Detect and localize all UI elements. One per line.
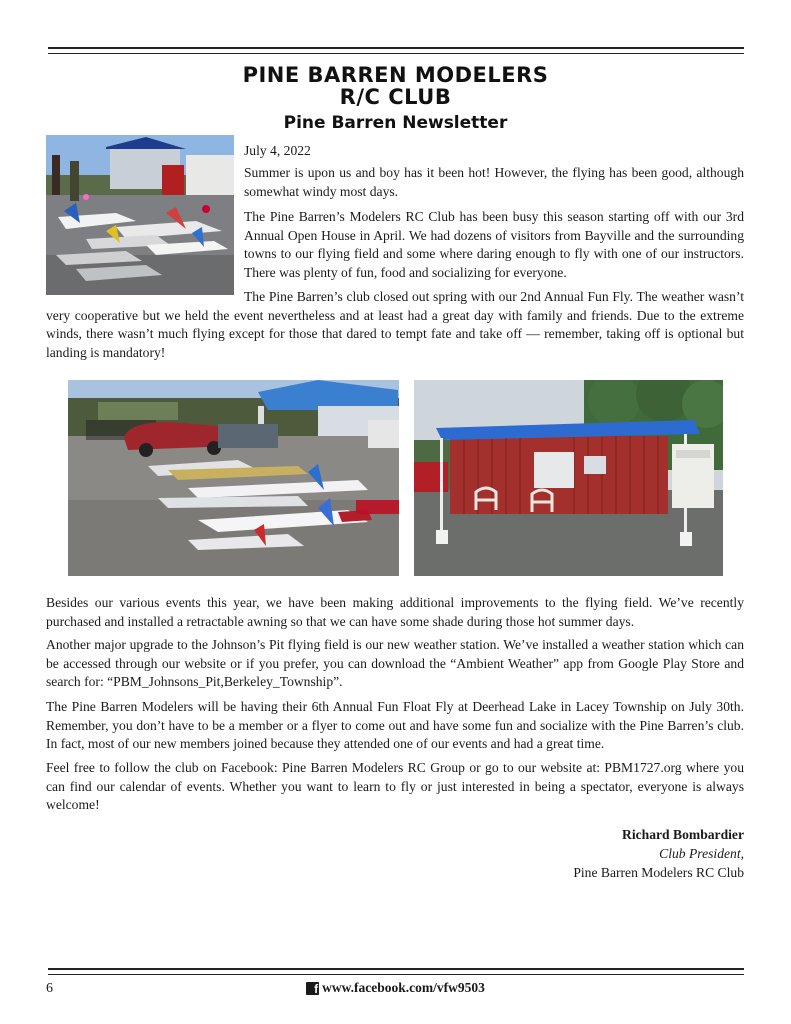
footer-facebook (0, 980, 791, 996)
signature-role: Club President, (659, 846, 744, 861)
paragraph-awning: Besides our various events this year, we have been making additional improvements to the flying field. We’ve recently purchased and installed a retractable awning so that we can have some shade during those hot summer days. (46, 595, 744, 629)
paragraph-weather-station: Another major upgrade to the Johnson’s Pit flying field is our new weather station. We’ve installed a weather station which can be accessed through our website or if you prefer, you can download the “Ambient Weather” app from Google Play Store and search for: “PBM_Johnsons_Pit,Berkeley_Township”. (46, 637, 744, 690)
paragraph-summer: Summer is upon us and boy has it been hot! However, the flying has been good, although somewhat windy most days. (244, 165, 744, 199)
bottom-rule-upper (48, 968, 744, 970)
newsletter-subtitle: Pine Barren Newsletter (283, 113, 508, 133)
paragraph-follow-club: Feel free to follow the club on Facebook: Pine Barren Modelers RC Group or go to our website at: PBM1727.org where you can find our calendar of events. Whether you want to learn to fly or just interested in being a spectator, everyone is always welcome! (46, 760, 744, 813)
masthead-title-line1: PINE BARREN MODELERS (242, 63, 549, 87)
photo-open-house-planes (46, 135, 234, 295)
page-number: 6 (46, 981, 53, 996)
photo-fun-fly-flight-line (68, 380, 399, 576)
paragraph-fun-fly: The Pine Barren’s club closed out spring with our 2nd Annual Fun Fly. The weather wasn’t very cooperative but we held the event nevertheless and at least had a great day with family and friends. Due to the extreme winds, there wasn’t much flying except for those that dared to tempt fate and take off — remember, taking off is optional but landing is mandatory! (46, 289, 744, 360)
paragraph-open-house: The Pine Barren’s Modelers RC Club has been busy this season starting off with our 3rd Annual Open House in April. We had dozens of visitors from Bayville and the surrounding towns to our flying field and some where daring enough to fly with one of our instructors. There was plenty of fun, food and socializing for everyone. (244, 209, 744, 280)
facebook-icon: f (306, 982, 319, 995)
top-rule-upper (48, 47, 744, 49)
top-rule-lower (48, 53, 744, 54)
signature-club: Pine Barren Modelers RC Club (573, 865, 744, 880)
signature-name: Richard Bombardier (622, 827, 744, 842)
bottom-rule-lower (48, 974, 744, 975)
photo-awning-container (414, 380, 723, 576)
article-date: July 4, 2022 (244, 143, 311, 158)
facebook-url-link[interactable]: www.facebook.com/vfw9503 (322, 980, 485, 995)
masthead-title-line2: R/C CLUB (339, 85, 452, 109)
paragraph-float-fly: The Pine Barren Modelers will be having their 6th Annual Fun Float Fly at Deerhead Lake in Lacey Township on July 30th. Remember, you don’t have to be a member or a flyer to come out and have some fun and socialize with the Pine Barren’s club. In fact, most of our new members joined because they attended one of our events and had a great time. (46, 699, 744, 752)
